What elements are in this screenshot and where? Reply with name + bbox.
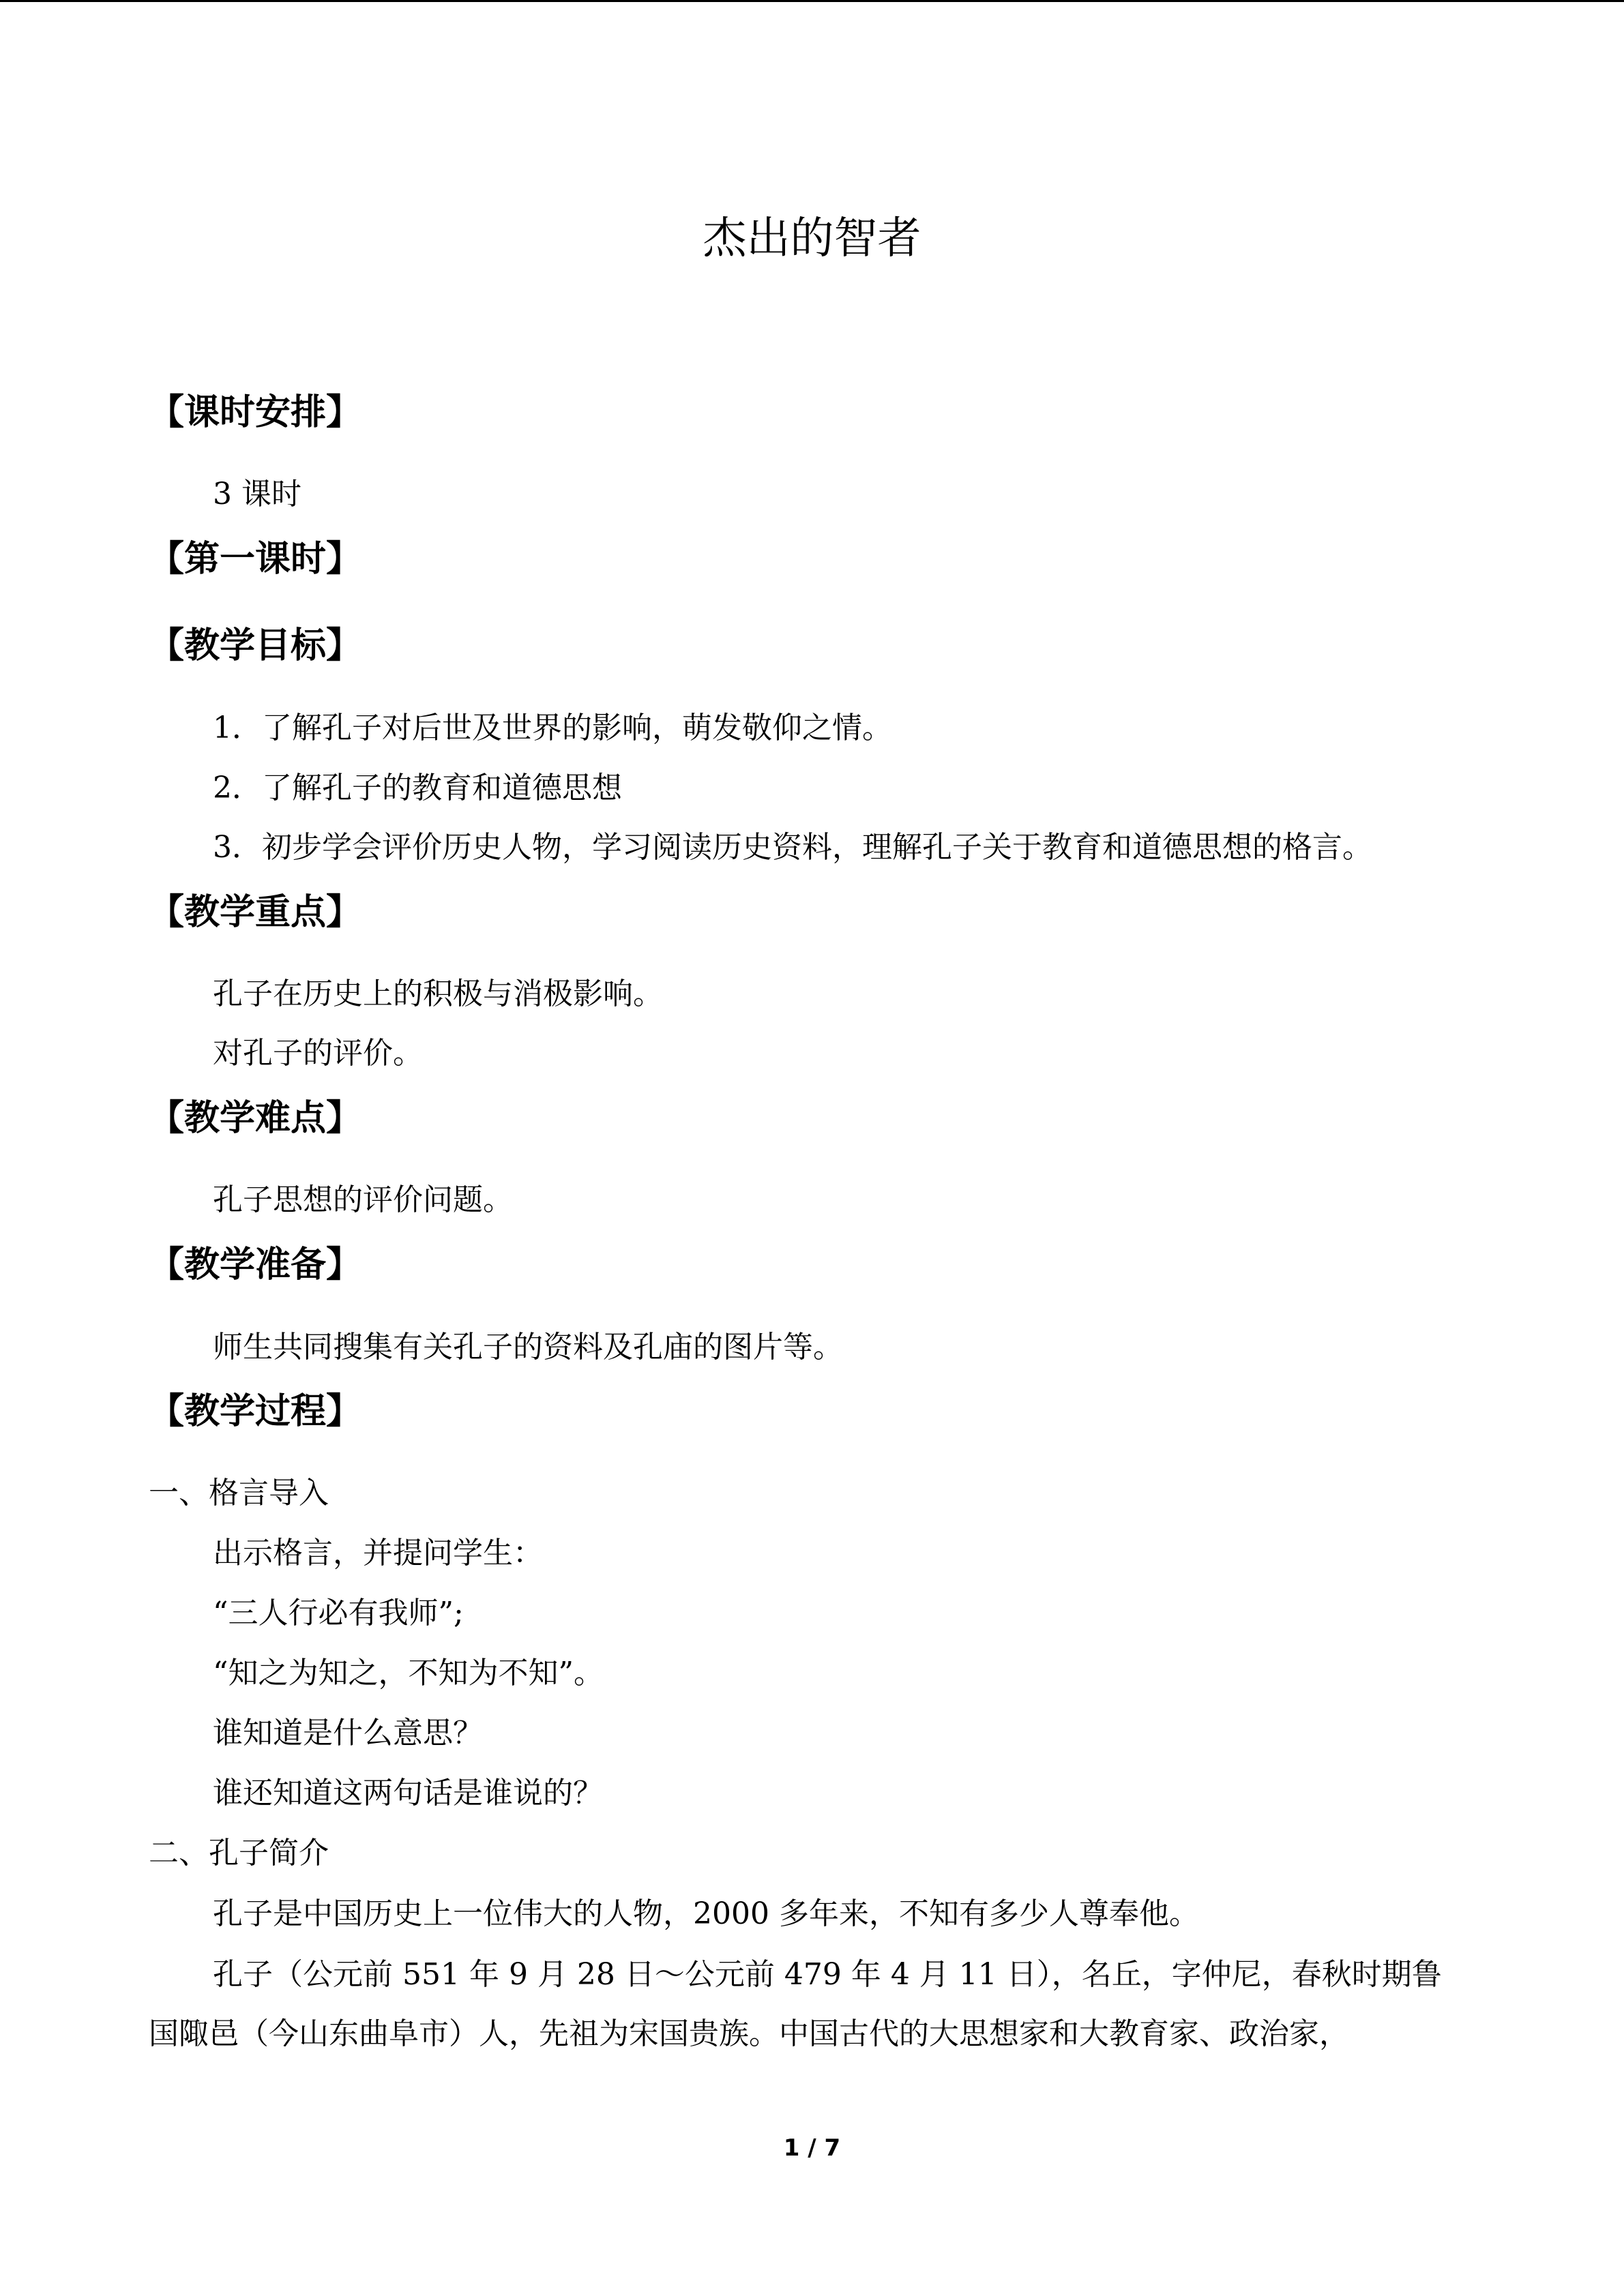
step-1-line: 谁还知道这两句话是谁说的？ [213,1776,603,1810]
difficulty-text: 孔子思想的评价问题。 [213,1182,513,1217]
step-2-paragraph-line: 国陬邑（今山东曲阜市）人，先祖为宋国贵族。中国古代的大思想家和大教育家、政治家， [149,2016,1349,2051]
key-point-item: 孔子在历史上的积极与消极影响。 [213,976,663,1011]
document-title: 杰出的智者 [703,213,921,264]
goal-item: 1．了解孔子对后世及世界的影响，萌发敬仰之情。 [213,711,892,745]
step-2-paragraph-line: 孔子（公元前 551 年 9 月 28 日～公元前 479 年 4 月 11 日），名丘，字仲尼，春秋时期鲁 [213,1957,1442,1992]
step-1-line: “三人行必有我师”; [213,1596,464,1630]
heading-schedule: 【课时安排】 [149,392,362,433]
goal-item: 3．初步学会评价历史人物，学习阅读历史资料，理解孔子关于教育和道德思想的格言。 [213,830,1372,865]
step-1-line: 谁知道是什么意思？ [213,1716,483,1750]
step-2-heading: 二、孔子简介 [149,1836,329,1870]
schedule-text: 3 课时 [213,477,301,511]
step-1-line: 出示格言，并提问学生： [213,1536,543,1570]
heading-process: 【教学过程】 [149,1391,362,1432]
goal-item: 2．了解孔子的教育和道德思想 [213,771,622,805]
step-1-line: “知之为知之，不知为不知”。 [213,1656,604,1690]
key-point-item: 对孔子的评价。 [213,1036,423,1071]
heading-goals: 【教学目标】 [149,625,362,666]
heading-preparation: 【教学准备】 [149,1244,362,1285]
heading-key-points: 【教学重点】 [149,892,362,933]
step-1-heading: 一、格言导入 [149,1476,329,1510]
preparation-text: 师生共同搜集有关孔子的资料及孔庙的图片等。 [213,1330,843,1365]
page-number: 1 / 7 [783,2134,841,2162]
heading-lesson-1: 【第一课时】 [149,539,362,580]
heading-difficulty: 【教学难点】 [149,1098,362,1139]
top-border-line [0,0,1624,2]
step-2-line: 孔子是中国历史上一位伟大的人物，2000 多年来，不知有多少人尊奉他。 [213,1896,1199,1931]
